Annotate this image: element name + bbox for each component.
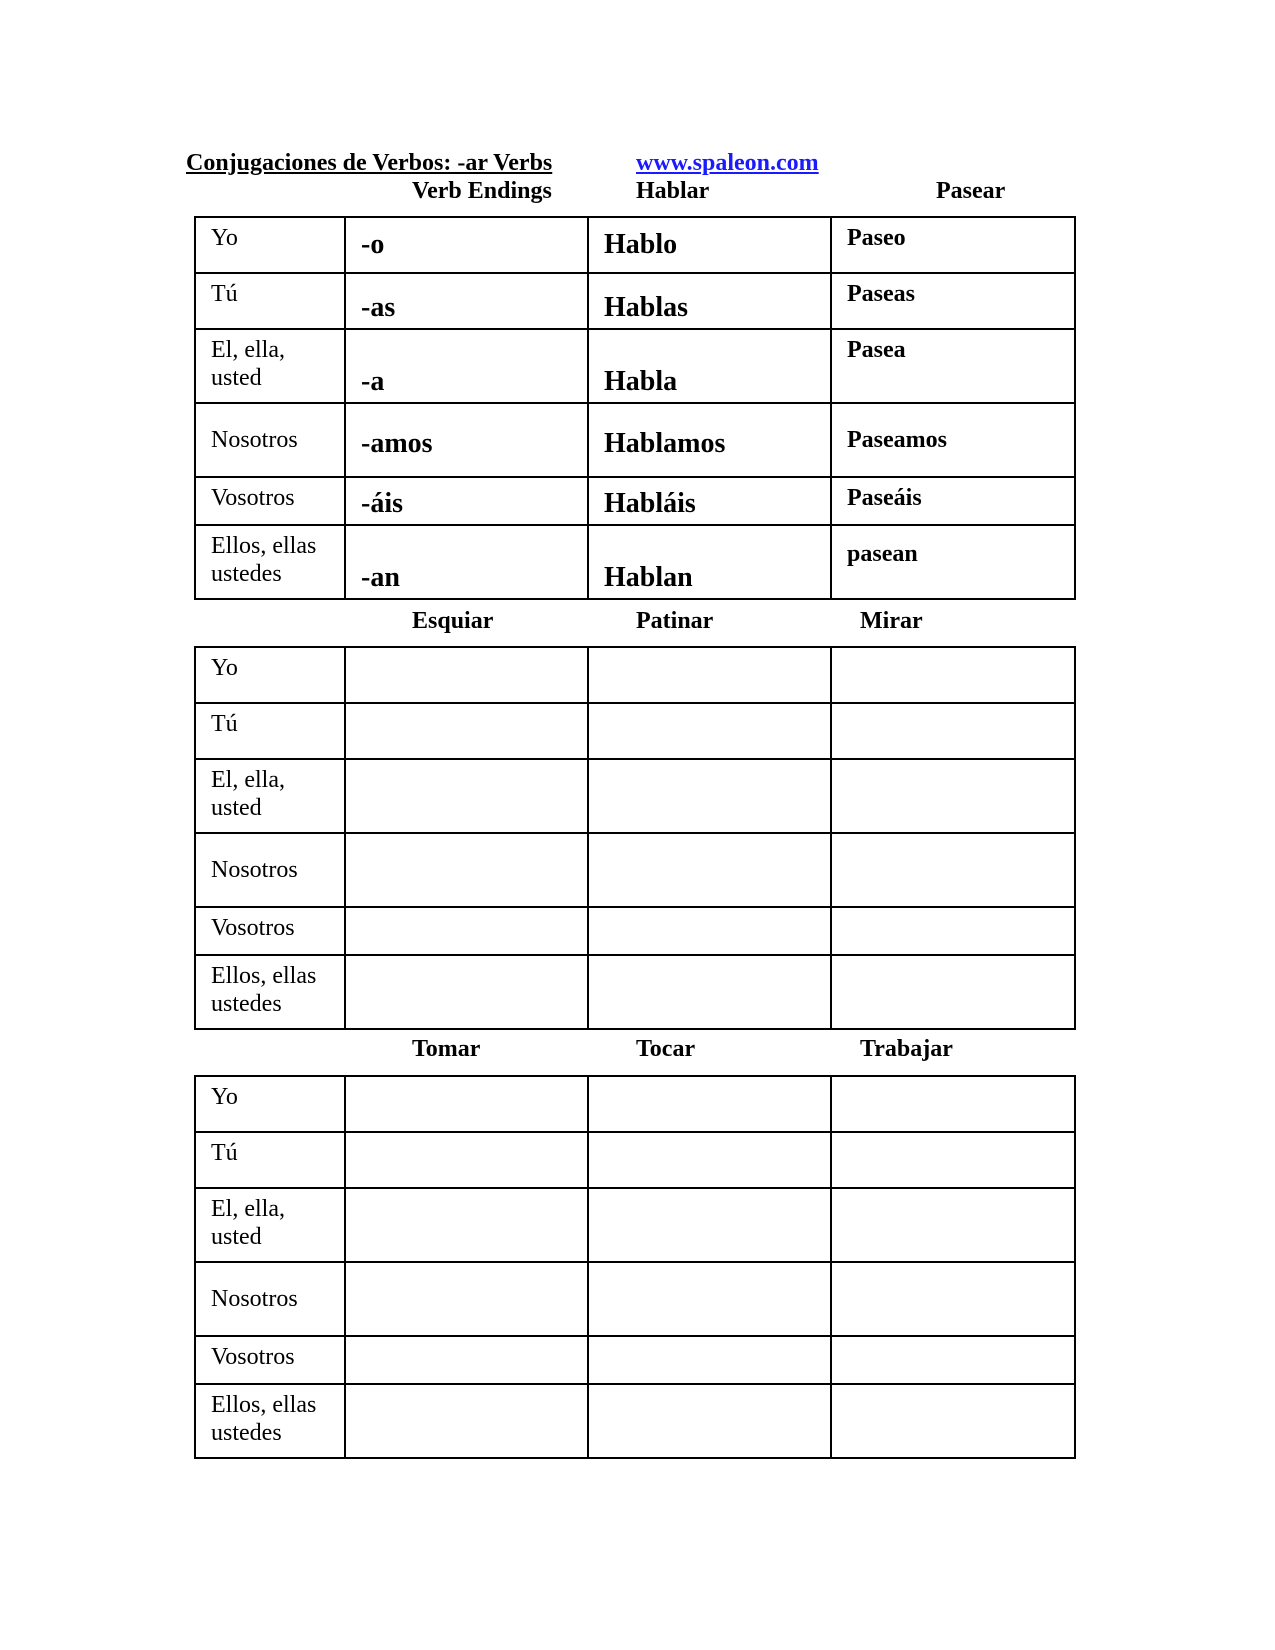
pronoun-vosotros: Vosotros <box>211 915 295 941</box>
col-header-hablar: Hablar <box>636 178 710 204</box>
table-row <box>195 647 1075 703</box>
pronoun-cell <box>195 647 345 703</box>
ending-el: -a <box>361 366 385 397</box>
hablar-cell <box>588 477 831 525</box>
answer-cell[interactable] <box>345 1132 588 1188</box>
pronoun-cell <box>195 703 345 759</box>
hablar-el: Habla <box>604 366 678 397</box>
pronoun-cell <box>195 907 345 955</box>
pronoun-cell <box>195 329 345 403</box>
answer-cell[interactable] <box>831 647 1075 703</box>
hablar-cell <box>588 273 831 329</box>
pronoun-el: El, ella, usted <box>211 767 285 821</box>
answer-cell[interactable] <box>588 833 831 907</box>
table-row <box>195 759 1075 833</box>
ending-cell <box>345 329 588 403</box>
answer-cell[interactable] <box>831 759 1075 833</box>
pronoun-cell <box>195 403 345 477</box>
answer-cell[interactable] <box>345 1384 588 1458</box>
answer-cell[interactable] <box>345 647 588 703</box>
answer-cell[interactable] <box>831 1132 1075 1188</box>
table-row <box>195 1336 1075 1384</box>
answer-cell[interactable] <box>588 759 831 833</box>
answer-cell[interactable] <box>831 1188 1075 1262</box>
pronoun-cell <box>195 477 345 525</box>
answer-cell[interactable] <box>831 1384 1075 1458</box>
pasear-cell <box>831 525 1075 599</box>
table-row <box>195 525 1075 599</box>
col-header-pasear: Pasear <box>936 178 1006 204</box>
pronoun-yo: Yo <box>211 655 238 681</box>
answer-cell[interactable] <box>588 955 831 1029</box>
hablar-cell <box>588 217 831 273</box>
pasear-vosotros: Paseáis <box>847 485 922 511</box>
pasear-cell <box>831 217 1075 273</box>
pasear-el: Pasea <box>847 337 906 363</box>
pronoun-ellos: Ellos, ellas ustedes <box>211 533 317 587</box>
pronoun-vosotros: Vosotros <box>211 485 295 511</box>
pronoun-el: El, ella, usted <box>211 1196 285 1250</box>
table-row <box>195 1132 1075 1188</box>
answer-cell[interactable] <box>831 703 1075 759</box>
col-header-tomar: Tomar <box>412 1036 481 1062</box>
conjugation-table-3 <box>194 1075 1076 1459</box>
answer-cell[interactable] <box>345 703 588 759</box>
answer-cell[interactable] <box>588 1384 831 1458</box>
website-link[interactable]: www.spaleon.com <box>636 150 819 176</box>
table-row <box>195 403 1075 477</box>
pronoun-cell <box>195 1384 345 1458</box>
answer-cell[interactable] <box>345 1076 588 1132</box>
pasear-cell <box>831 477 1075 525</box>
answer-cell[interactable] <box>345 1188 588 1262</box>
answer-cell[interactable] <box>831 1262 1075 1336</box>
pronoun-tu: Tú <box>211 711 238 737</box>
answer-cell[interactable] <box>588 647 831 703</box>
table-row <box>195 833 1075 907</box>
answer-cell[interactable] <box>345 833 588 907</box>
answer-cell[interactable] <box>588 703 831 759</box>
pasear-nosotros: Paseamos <box>847 427 947 453</box>
pronoun-vosotros: Vosotros <box>211 1344 295 1370</box>
answer-cell[interactable] <box>588 1262 831 1336</box>
pronoun-tu: Tú <box>211 1140 238 1166</box>
ending-cell <box>345 273 588 329</box>
answer-cell[interactable] <box>588 1188 831 1262</box>
pronoun-cell <box>195 1188 345 1262</box>
ending-vosotros: -áis <box>361 488 403 519</box>
pronoun-cell <box>195 759 345 833</box>
col-header-mirar: Mirar <box>860 608 923 634</box>
answer-cell[interactable] <box>831 955 1075 1029</box>
pronoun-cell <box>195 525 345 599</box>
pasear-ellos: pasean <box>847 541 918 567</box>
pronoun-ellos: Ellos, ellas ustedes <box>211 1392 317 1446</box>
table-row <box>195 477 1075 525</box>
conjugation-table-2 <box>194 646 1076 1030</box>
pronoun-cell <box>195 833 345 907</box>
table-row <box>195 329 1075 403</box>
table-row <box>195 1076 1075 1132</box>
ending-ellos: -an <box>361 562 400 593</box>
col-header-esquiar: Esquiar <box>412 608 494 634</box>
answer-cell[interactable] <box>588 1336 831 1384</box>
pasear-cell <box>831 329 1075 403</box>
pasear-cell <box>831 273 1075 329</box>
hablar-tu: Hablas <box>604 292 689 323</box>
ending-tu: -as <box>361 292 396 323</box>
pronoun-el: El, ella, usted <box>211 337 285 391</box>
ending-cell <box>345 403 588 477</box>
table-row <box>195 907 1075 955</box>
answer-cell[interactable] <box>588 1132 831 1188</box>
page-title: Conjugaciones de Verbos: -ar Verbs <box>186 150 553 176</box>
table-row <box>195 273 1075 329</box>
answer-cell[interactable] <box>345 907 588 955</box>
ending-cell <box>345 477 588 525</box>
pronoun-cell <box>195 273 345 329</box>
table-row <box>195 217 1075 273</box>
table-row <box>195 1262 1075 1336</box>
hablar-ellos: Hablan <box>604 562 693 593</box>
answer-cell[interactable] <box>345 1336 588 1384</box>
pronoun-cell <box>195 1262 345 1336</box>
hablar-yo: Hablo <box>604 229 678 260</box>
col-header-verb-endings: Verb Endings <box>412 178 552 204</box>
answer-cell[interactable] <box>831 1336 1075 1384</box>
hablar-nosotros: Hablamos <box>604 428 726 459</box>
pasear-cell <box>831 403 1075 477</box>
answer-cell[interactable] <box>345 759 588 833</box>
answer-cell[interactable] <box>345 955 588 1029</box>
hablar-cell <box>588 329 831 403</box>
pasear-yo: Paseo <box>847 225 906 251</box>
pronoun-yo: Yo <box>211 1084 238 1110</box>
col-header-trabajar: Trabajar <box>860 1036 953 1062</box>
pronoun-nosotros: Nosotros <box>211 857 298 883</box>
hablar-vosotros: Habláis <box>604 488 696 519</box>
answer-cell[interactable] <box>588 907 831 955</box>
pasear-tu: Paseas <box>847 281 915 307</box>
pronoun-cell <box>195 1336 345 1384</box>
hablar-cell <box>588 403 831 477</box>
pronoun-nosotros: Nosotros <box>211 427 298 453</box>
ending-nosotros: -amos <box>361 428 433 459</box>
table-row <box>195 955 1075 1029</box>
ending-cell <box>345 525 588 599</box>
table-row <box>195 703 1075 759</box>
col-header-tocar: Tocar <box>636 1036 696 1062</box>
pronoun-ellos: Ellos, ellas ustedes <box>211 963 317 1017</box>
answer-cell[interactable] <box>831 1076 1075 1132</box>
answer-cell[interactable] <box>345 1262 588 1336</box>
ending-cell <box>345 217 588 273</box>
pronoun-cell <box>195 955 345 1029</box>
pronoun-cell <box>195 1076 345 1132</box>
table-row <box>195 1384 1075 1458</box>
hablar-cell <box>588 525 831 599</box>
answer-cell[interactable] <box>831 833 1075 907</box>
table-row <box>195 1188 1075 1262</box>
pronoun-cell <box>195 217 345 273</box>
pronoun-cell <box>195 1132 345 1188</box>
pronoun-yo: Yo <box>211 225 238 251</box>
col-header-patinar: Patinar <box>636 608 714 634</box>
conjugation-table-1 <box>194 216 1076 600</box>
ending-yo: -o <box>361 229 385 260</box>
answer-cell[interactable] <box>588 1076 831 1132</box>
answer-cell[interactable] <box>831 907 1075 955</box>
pronoun-nosotros: Nosotros <box>211 1286 298 1312</box>
pronoun-tu: Tú <box>211 281 238 307</box>
